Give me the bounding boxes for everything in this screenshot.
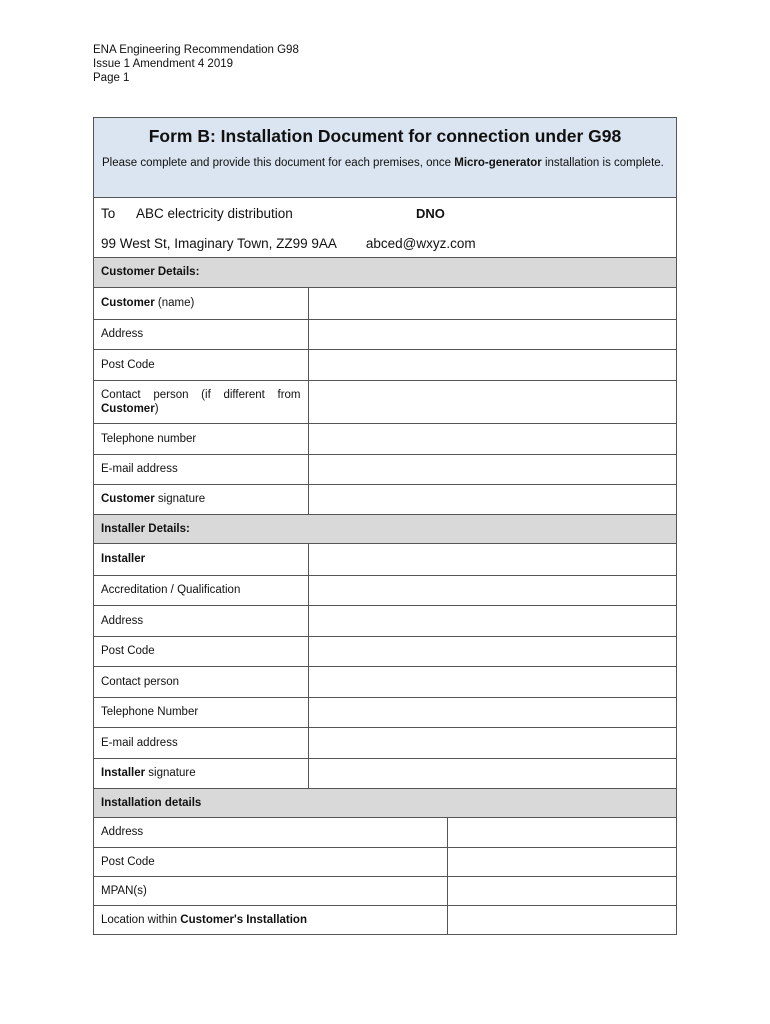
table-row — [94, 758, 676, 788]
customer-signature-label: Customer signature — [94, 484, 308, 514]
table-row — [94, 727, 676, 758]
installation-postcode-field[interactable] — [447, 847, 676, 876]
table-row — [94, 544, 676, 575]
customer-postcode-field[interactable] — [308, 349, 676, 380]
to-label: To — [101, 206, 116, 221]
installer-postcode-field[interactable] — [308, 636, 676, 666]
table-row — [94, 697, 676, 727]
table-row — [94, 666, 676, 697]
table-row — [94, 847, 676, 876]
installation-mpan-field[interactable] — [447, 876, 676, 905]
installer-telephone-label: Telephone Number — [94, 697, 308, 727]
installer-email-label: E-mail address — [94, 727, 308, 758]
installer-signature-field[interactable] — [308, 758, 676, 788]
customer-address-field[interactable] — [308, 319, 676, 349]
table-row — [94, 636, 676, 666]
installation-mpan-label: MPAN(s) — [94, 876, 447, 905]
customer-telephone-field[interactable] — [308, 423, 676, 454]
form-title: Form B: Installation Document for connection under G98 — [148, 126, 622, 146]
table-row — [94, 818, 676, 847]
form-b — [93, 117, 677, 935]
table-row — [94, 905, 676, 934]
installer-telephone-field[interactable] — [308, 697, 676, 727]
recipient-address-line — [101, 236, 476, 251]
document-reference: ENA Engineering Recommendation G98 — [93, 44, 299, 56]
table-row — [94, 349, 676, 380]
document-issue: Issue 1 Amendment 4 2019 — [93, 58, 234, 70]
page-number: Page 1 — [93, 72, 130, 84]
customer-contact-field[interactable] — [308, 380, 676, 423]
table-row — [94, 454, 676, 484]
installer-accreditation-label: Accreditation / Qualification — [94, 575, 308, 605]
table-row — [94, 484, 676, 514]
installer-contact-field[interactable] — [308, 666, 676, 697]
customer-postcode-label: Post Code — [94, 349, 308, 380]
recipient-block — [94, 198, 676, 258]
customer-telephone-label: Telephone number — [94, 423, 308, 454]
table-row — [94, 876, 676, 905]
installation-details-heading: Installation details — [94, 788, 676, 818]
installer-contact-label: Contact person — [94, 666, 308, 697]
form-title-block — [94, 118, 676, 198]
installation-location-field[interactable] — [447, 905, 676, 934]
customer-email-label: E-mail address — [94, 454, 308, 484]
customer-signature-field[interactable] — [308, 484, 676, 514]
installer-name-label: Installer — [94, 544, 308, 575]
customer-email-field[interactable] — [308, 454, 676, 484]
customer-details-table — [94, 288, 676, 514]
installer-address-field[interactable] — [308, 605, 676, 636]
installer-name-field[interactable] — [308, 544, 676, 575]
form-intro: Please complete and provide this document for each premises, once Micro-generator installation is complete. — [102, 157, 664, 169]
customer-details-heading: Customer Details: — [94, 258, 676, 288]
installer-details-table — [94, 544, 676, 788]
table-row — [94, 575, 676, 605]
installation-location-label: Location within Customer's Installation — [94, 905, 447, 934]
table-row — [94, 288, 676, 319]
recipient-line — [101, 206, 293, 221]
installer-signature-label: Installer signature — [94, 758, 308, 788]
table-row — [94, 605, 676, 636]
installer-accreditation-field[interactable] — [308, 575, 676, 605]
installation-address-field[interactable] — [447, 818, 676, 847]
installation-postcode-label: Post Code — [94, 847, 447, 876]
recipient-address: 99 West St, Imaginary Town, ZZ99 9AA — [101, 236, 337, 251]
table-row — [94, 380, 676, 423]
recipient-company: ABC electricity distribution — [136, 206, 293, 221]
recipient-email: abced@wxyz.com — [365, 236, 476, 251]
installer-details-heading: Installer Details: — [94, 514, 676, 544]
installation-address-label: Address — [94, 818, 447, 847]
installation-details-table — [94, 818, 676, 934]
table-row — [94, 319, 676, 349]
installer-email-field[interactable] — [308, 727, 676, 758]
page-header — [93, 43, 299, 85]
customer-contact-label: Contact person (if different from Customer) — [94, 380, 308, 423]
customer-name-field[interactable] — [308, 288, 676, 319]
table-row — [94, 423, 676, 454]
installer-postcode-label: Post Code — [94, 636, 308, 666]
customer-address-label: Address — [94, 319, 308, 349]
customer-name-label: Customer (name) — [94, 288, 308, 319]
dno-label: DNO — [416, 206, 445, 221]
installer-address-label: Address — [94, 605, 308, 636]
